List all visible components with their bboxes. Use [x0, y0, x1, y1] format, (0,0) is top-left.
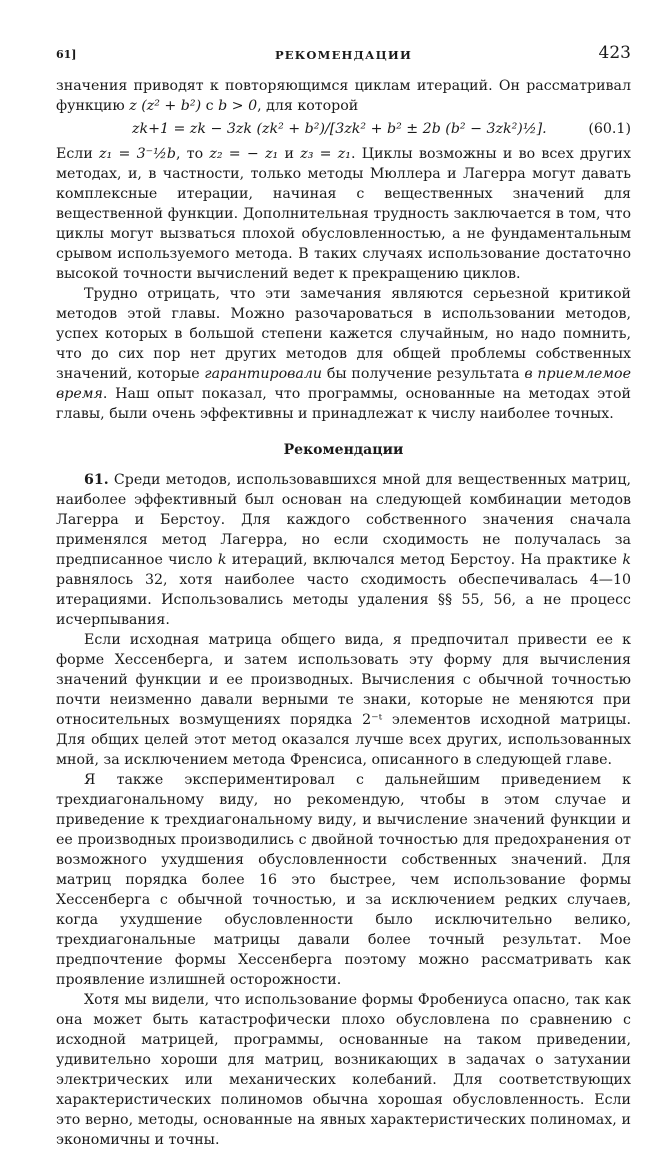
variable-k: k [622, 552, 631, 568]
paragraph-6: Я также экспериментировал с дальнейшим приведением к трехдиагональному виду, но рекомендую, чтобы в этом случае и приведение к трехдиагональному виду, и вычисление значений функции и ее производных производились с двойной точностью для предохранения от возможного ухудшения обусловленности собственных значений. Для матриц порядка более 16 это быстрее, чем использование формы Хессенберга с обычной точностью, и за исключением редких случаев, когда ухудшение обусловленности было исключительно велико, трехдиагональные матрицы давали более точный результат. Мое предпочтение формы Хессенберга поэтому можно рассматривать как проявление излишней осторожности. [56, 772, 631, 988]
running-header [56, 44, 631, 68]
emphasis-acceptable-time: в приемлемое время [56, 366, 631, 402]
section-heading: Рекомендации [283, 442, 404, 458]
page-number: 423 [598, 43, 631, 63]
para2-text-d: . Циклы возможны и во всех других методах, и, в частности, только методы Мюллера и Лагерра могут давать комплексные итерации, начиная с вещественных значений для вещественной функции. Дополнительная трудность заключается в том, что циклы могут вызваться плохой обусловленностью, а не фундаментальным срывом используемого метода. В таких случаях использование достаточно высокой точности вычислений ведет к прекращению циклов. [56, 146, 632, 282]
paragraph-2 [56, 144, 631, 284]
z3-expression: z₃ = z₁ [300, 146, 351, 162]
emphasis-guaranteed: гарантировали [204, 366, 323, 382]
paragraph-4 [56, 470, 631, 630]
power-expression: 2⁻ᵗ [362, 712, 383, 728]
paragraph-number: 61. [84, 472, 109, 488]
para3-text-b: бы получение результата [322, 366, 525, 382]
para2-text-b: , то [175, 146, 210, 162]
formula-expression: zk+1 = zk − 3zk (zk² + b²)/[3zk² + b² ± 2b (b² − 3zk²)½]. [132, 121, 547, 137]
para4-text-c: равнялось 32, хотя наиболее часто сходимость обеспечивалась 4—10 итерациями. Использовались методы удаления §§ 55, 56, а не процесс исчерпывания. [56, 572, 631, 628]
para1-text-b: с [201, 98, 219, 114]
paragraph-5 [56, 630, 631, 770]
paragraph-1 [56, 76, 631, 116]
para5-text-b: элементов исходной матрицы. Для общих целей этот метод оказался лучше всех других, использованных мной, за исключением метода Френсиса, описанного в следующей главе. [56, 712, 631, 768]
display-formula [56, 116, 631, 142]
page-body [56, 76, 631, 1150]
para2-text-a: Если [56, 146, 100, 162]
function-expression: z (z² + b²) [129, 98, 202, 114]
condition-expression: b > 0 [218, 98, 258, 114]
z1-expression: z₁ = 3⁻½b [99, 146, 176, 162]
running-title: РЕКОМЕНДАЦИИ [274, 48, 413, 62]
para3-text-c: . Наш опыт показал, что программы, основанные на методах этой главы, были очень эффективны и принадлежат к числу наиболее точных. [56, 386, 631, 422]
paragraph-3 [56, 284, 631, 424]
para5-text-a: Если исходная матрица общего вида, я предпочитал привести ее к форме Хессенберга, и затем использовать эту форму для вычисления значений функции и ее производных. Вычисления с обычной точностью почти неизменно давали верными те знаки, которые не меняются при относительных возмущениях порядка [56, 632, 631, 728]
section-number: 61] [56, 48, 77, 61]
equation-number: (60.1) [588, 121, 631, 137]
para4-text-b: итераций, включался метод Берстоу. На практике [226, 552, 623, 568]
para4-text-a: Среди методов, использовавшихся мной для вещественных матриц, наиболее эффективный был основан на следующей комбинации методов Лагерра и Берстоу. Для каждого собственного значения сначала применялся метод Лагерра, но если сходимость не получалась за предписанное число [56, 472, 631, 568]
variable-k: k [217, 552, 227, 568]
para1-text-c: , для которой [257, 98, 359, 114]
paragraph-7: Хотя мы видели, что использование формы Фробениуса опасно, так как она может быть катастрофически плохо обусловлена по сравнению с исходной матрицей, программы, основанные на таком приведении, удивительно хороши для матриц, возникающих в задачах о затухании электрических или механических колебаний. Для соответствующих характеристических полиномов обычна хорошая обусловленность. Если это верно, методы, основанные на явных характеристических полиномах, и экономичны и точны. [56, 992, 631, 1148]
z2-expression: z₂ = − z₁ [209, 146, 279, 162]
para1-text-a: значения приводят к повторяющимся циклам итераций. Он рассматривал функцию [56, 78, 631, 114]
para2-text-c: и [278, 146, 301, 162]
para3-text-a: Трудно отрицать, что эти замечания являются серьезной критикой методов этой главы. Можно разочароваться в использовании методов, успех которых в большой степени кажется случайным, но надо помнить, что до сих пор нет других методов для общей проблемы собственных значений, которые [56, 286, 631, 382]
